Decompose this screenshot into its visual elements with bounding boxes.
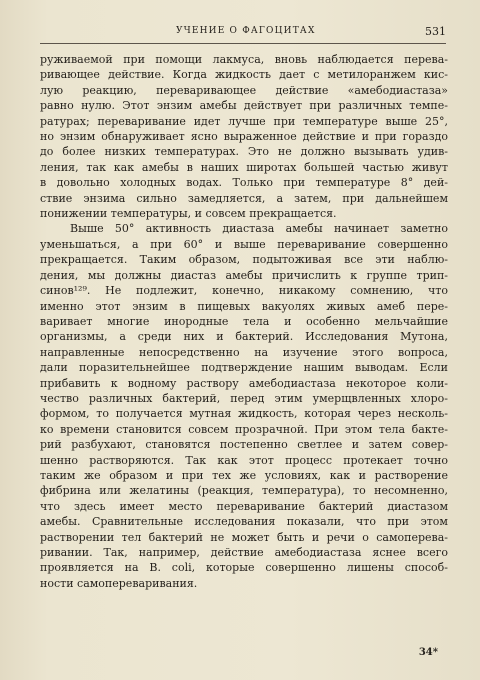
text-line: организмы, а среди них и бактерий. Исследования Мутона,	[40, 330, 448, 344]
text-line: равно нулю. Этот энзим амебы действует при различных темпе-	[40, 99, 448, 113]
page-number: 531	[425, 25, 446, 38]
text-line: лую реакцию, переваривающее действие «амебодиастаза»	[40, 83, 448, 97]
text-line: дали поразительнейшее подтверждение нашим выводам. Если	[40, 361, 448, 375]
text-line: рий разбухают, становятся постепенно светлее и затем совер-	[40, 438, 448, 452]
text-line: дения, мы должны диастаз амебы причислить к группе трип-	[40, 268, 448, 282]
text-line: ствие энзима сильно замедляется, а затем, при дальнейшем	[40, 191, 448, 205]
text-line: ности самопереваривания.	[40, 576, 198, 590]
text-line: уменьшаться, а при 60° и выше переваривание совершенно	[40, 237, 448, 251]
text-line: Выше 50° активность диастаза амебы начинает заметно	[70, 222, 448, 236]
text-line: формом, то получается мутная жидкость, которая через несколь-	[40, 407, 448, 421]
text-line: направленные непосредственно на изучение этого вопроса,	[40, 345, 448, 359]
text-line: понижении температуры, и совсем прекращается.	[40, 207, 337, 221]
text-line: ратурах; переваривание идет лучше при температуре выше 25°,	[40, 114, 448, 128]
signature-mark: 34*	[418, 647, 438, 658]
text-line: варивает многие инородные тела и особенно мельчайшие	[40, 314, 448, 328]
text-line: ривании. Так, например, действие амебодиастаза яснее всего	[40, 546, 448, 559]
text-line: чество различных бактерий, перед этим умерщвленных хлоро-	[40, 391, 448, 405]
text-line: ривающее действие. Когда жидкость дает с метилоранжем кис-	[40, 68, 448, 82]
text-line: руживаемой при помощи лакмуса, вновь наблюдается перева-	[40, 53, 448, 66]
text-line: что здесь имеет место переваривание бактерий диастазом	[40, 499, 448, 513]
text-line: амебы. Сравнительные исследования показали, что при этом	[40, 515, 448, 529]
text-line: прибавить к водному раствору амебодиастаза некоторое коли-	[40, 376, 448, 390]
text-line: но энзим обнаруживает ясно выраженное действие и при гораздо	[40, 130, 448, 144]
header-rule	[40, 43, 446, 44]
text-line: синов¹²⁹. Не подлежит, конечно, никакому сомнению, что	[40, 284, 448, 298]
page-header	[40, 26, 446, 40]
text-line: до более низких температурах. Это не должно вызывать удив-	[40, 145, 448, 159]
text-line: прекращается. Таким образом, подытоживая все эти наблю-	[40, 253, 448, 267]
text-line: в довольно холодных водах. Только при температуре 8° дей-	[40, 176, 448, 190]
text-line: растворении тел бактерий не может быть и речи о самоперева-	[40, 530, 448, 544]
text-line: шенно растворяются. Так как этот процесс протекает точно	[40, 453, 448, 467]
text-line: таким же образом и при тех же условиях, как и растворение	[40, 468, 448, 482]
page-body	[40, 52, 448, 591]
running-head: УЧЕНИЕ О ФАГОЦИТАХ	[176, 26, 316, 36]
text-line: именно этот энзим в пищевых вакуолях живых амеб пере-	[40, 299, 448, 313]
text-line: ления, так как амебы в наших широтах большей частью живут	[40, 160, 448, 174]
text-line: фибрина или желатины (реакция, температура), то несомненно,	[40, 484, 448, 498]
text-line: ко времени становится совсем прозрачной. При этом тела бакте-	[40, 422, 448, 436]
text-line: проявляется на B. coli, которые совершенно лишены способ-	[40, 561, 448, 575]
